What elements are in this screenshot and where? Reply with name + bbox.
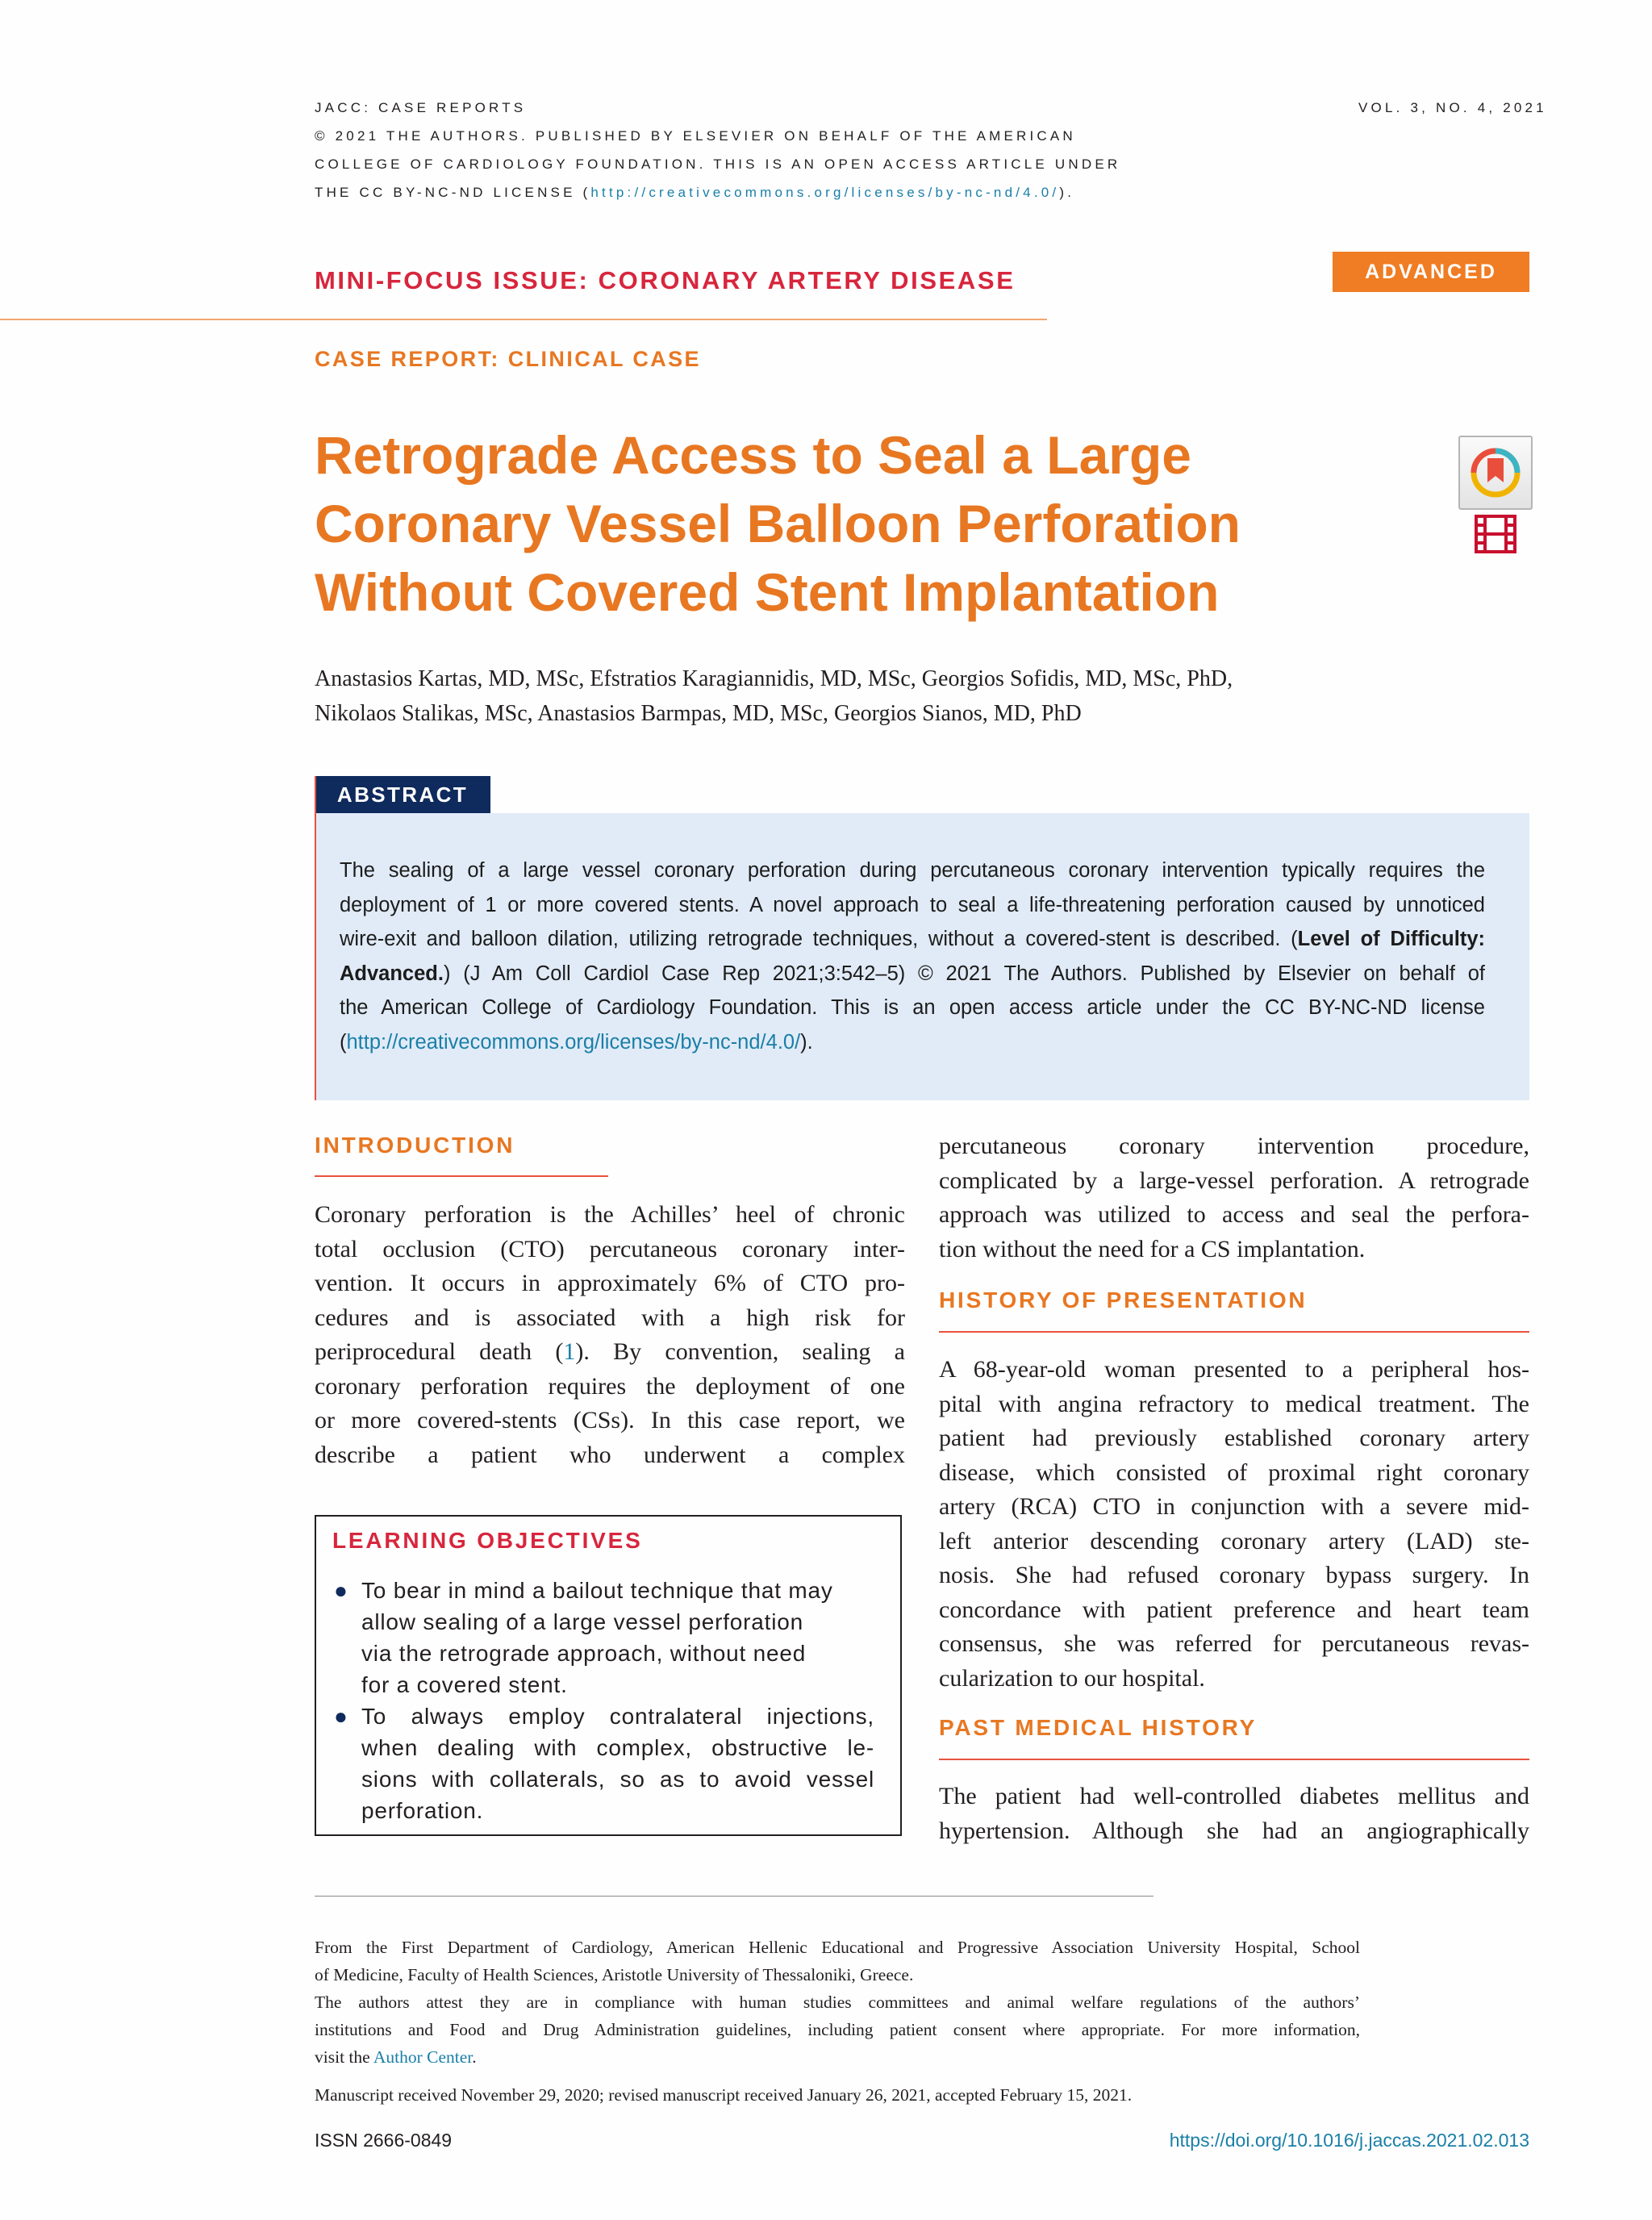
copyright-line-3 xyxy=(315,179,1074,207)
objective-1-line-4: for a covered stent. xyxy=(361,1672,568,1697)
objective-1-line-1: To bear in mind a bailout technique that may xyxy=(361,1578,833,1603)
past-history-text xyxy=(939,1780,1529,1848)
history-rule xyxy=(939,1331,1529,1333)
volume-info: VOL. 3, NO. 4, 2021 xyxy=(1358,100,1547,115)
footnote-divider xyxy=(315,1896,1153,1897)
objective-1-line-2: allow sealing of a large vessel perforation xyxy=(361,1609,804,1634)
introduction-heading: INTRODUCTION xyxy=(315,1133,515,1158)
reference-1-link[interactable]: 1 xyxy=(563,1338,576,1365)
issue-rule xyxy=(0,319,1047,320)
abstract-line-6-pre: ( xyxy=(340,1030,347,1054)
abstract-line-6 xyxy=(340,1025,1485,1060)
learning-objective-item xyxy=(332,1575,874,1700)
intro-continuation xyxy=(939,1129,1529,1266)
history-line-4: disease, which consisted of proximal right coronary xyxy=(939,1458,1529,1486)
license-link[interactable]: http://creativecommons.org/licenses/by-nc-nd/4.0/ xyxy=(590,185,1060,200)
abstract-line-5: the American College of Cardiology Foundation. This is an open access article under the CC BY-NC-ND license xyxy=(340,996,1485,1019)
history-text xyxy=(939,1353,1529,1696)
doi-link[interactable]: https://doi.org/10.1016/j.jaccas.2021.02.013 xyxy=(1169,2130,1529,2151)
intro-line-3: vention. It occurs in approximately 6% of CTO pro- xyxy=(315,1270,905,1296)
abstract-line-4 xyxy=(340,957,1485,991)
past-history-rule xyxy=(939,1759,1529,1760)
abstract-line-3-text: wire-exit and balloon dilation, utilizing retrograde techniques, without a covered-stent is described. ( xyxy=(340,928,1298,950)
history-line-5: artery (RCA) CTO in conjunction with a severe mid- xyxy=(939,1493,1529,1520)
difficulty-value: Advanced. xyxy=(340,962,444,985)
copyright-line-3-pre: THE CC BY-NC-ND LICENSE ( xyxy=(315,185,591,200)
history-line-10: cularization to our hospital. xyxy=(939,1664,1205,1692)
learning-objectives-box xyxy=(315,1515,902,1836)
objective-2-line-1: To always employ contralateral injections, xyxy=(361,1704,874,1729)
history-heading: HISTORY OF PRESENTATION xyxy=(939,1287,1308,1312)
manuscript-dates: Manuscript received November 29, 2020; revised manuscript received January 26, 2021, accepted February 15, 2021. xyxy=(315,2085,1133,2105)
issn: ISSN 2666-0849 xyxy=(315,2130,453,2151)
attestation-line-2: institutions and Food and Drug Administration guidelines, including patient consent where appropriate. For more information, xyxy=(315,2020,1360,2039)
difficulty-label: Level of Difficulty: xyxy=(1297,928,1485,950)
intro-line-8: describe a patient who underwent a complex xyxy=(315,1441,905,1468)
learning-objectives-list xyxy=(332,1575,874,1826)
introduction-text xyxy=(315,1198,905,1472)
copyright-line-3-post: ). xyxy=(1059,185,1075,200)
author-center-link[interactable]: Author Center xyxy=(373,2047,473,2067)
issue-label: MINI-FOCUS ISSUE: CORONARY ARTERY DISEASE xyxy=(315,266,1016,294)
past-history-line-2: hypertension. Although she had an angiographically xyxy=(939,1817,1529,1844)
intro-line-2: total occlusion (CTO) percutaneous coronary inter- xyxy=(315,1235,905,1262)
video-icon[interactable] xyxy=(1475,515,1516,553)
difficulty-badge: ADVANCED xyxy=(1333,252,1529,292)
title-line-2: Coronary Vessel Balloon Perforation xyxy=(315,494,1241,553)
intro-line-5-post: ). By convention, sealing a xyxy=(575,1338,905,1365)
history-line-9: consensus, she was referred for percutaneous revas- xyxy=(939,1630,1529,1657)
abstract-line-2: deployment of 1 or more covered stents. A novel approach to seal a life-threatening perforation caused by unnoticed xyxy=(340,893,1485,916)
abstract-line-1: The sealing of a large vessel coronary perforation during percutaneous coronary intervention typically requires the xyxy=(340,859,1485,882)
history-line-6: left anterior descending coronary artery (LAD) ste- xyxy=(939,1527,1529,1554)
past-history-line-1: The patient had well-controlled diabetes mellitus and xyxy=(939,1783,1529,1809)
intro-cont-line-1: percutaneous coronary intervention procedure, xyxy=(939,1133,1529,1159)
intro-line-7: or more covered-stents (CSs). In this case report, we xyxy=(315,1407,905,1433)
abstract-license-link[interactable]: http://creativecommons.org/licenses/by-nc-nd/4.0/ xyxy=(346,1030,801,1054)
affiliation-line-1: From the First Department of Cardiology, American Hellenic Educational and Progressive Association University Hospital, School xyxy=(315,1938,1360,1957)
journal-name: JACC: CASE REPORTS xyxy=(315,100,527,115)
objective-2-line-3: sions with collaterals, so as to avoid vessel xyxy=(361,1767,874,1792)
crossmark-icon[interactable] xyxy=(1458,436,1533,510)
history-line-7: nosis. She had refused coronary bypass surgery. In xyxy=(939,1562,1529,1588)
intro-line-4: cedures and is associated with a high risk for xyxy=(315,1304,905,1331)
learning-objective-item xyxy=(332,1700,874,1826)
bullet-icon: ● xyxy=(334,1704,348,1729)
history-line-1: A 68-year-old woman presented to a peripheral hos- xyxy=(939,1356,1529,1383)
abstract-label: ABSTRACT xyxy=(315,776,490,813)
history-line-8: concordance with patient preference and heart team xyxy=(939,1596,1529,1623)
history-line-2: pital with angina refractory to medical treatment. The xyxy=(939,1390,1529,1417)
article-title xyxy=(315,421,1241,627)
intro-line-5-pre: periprocedural death ( xyxy=(315,1338,564,1365)
copyright-line-2: COLLEGE OF CARDIOLOGY FOUNDATION. THIS IS AN OPEN ACCESS ARTICLE UNDER xyxy=(315,156,1121,172)
author-line-2: Nikolaos Stalikas, MSc, Anastasios Barmpas, MD, MSc, Georgios Sianos, MD, PhD xyxy=(315,701,1082,726)
intro-cont-line-3: approach was utilized to access and seal the perfora- xyxy=(939,1201,1529,1228)
introduction-rule xyxy=(315,1175,608,1177)
author-list xyxy=(315,661,1233,731)
abstract-line-6-post: ). xyxy=(800,1030,813,1054)
case-label: CASE REPORT: CLINICAL CASE xyxy=(315,347,701,371)
intro-cont-line-4: tion without the need for a CS implantation. xyxy=(939,1235,1366,1262)
objective-2-line-2: when dealing with complex, obstructive le- xyxy=(361,1735,874,1760)
history-line-3: patient had previously established coronary artery xyxy=(939,1425,1529,1451)
affiliation-line-2: of Medicine, Faculty of Health Sciences, Aristotle University of Thessaloniki, Greece. xyxy=(315,1965,914,1984)
intro-cont-line-2: complicated by a large-vessel perforation. A retrograde xyxy=(939,1166,1529,1194)
abstract-line-3 xyxy=(340,922,1485,957)
footnotes xyxy=(315,1934,1360,2109)
author-line-1: Anastasios Kartas, MD, MSc, Efstratios Karagiannidis, MD, MSc, Georgios Sofidis, MD, MSc, PhD, xyxy=(315,666,1233,691)
abstract-text xyxy=(340,853,1485,1059)
attestation-line-1: The authors attest they are in compliance with human studies committees and animal welfare regulations of the authors’ xyxy=(315,1993,1360,2012)
intro-line-5 xyxy=(315,1335,905,1370)
attestation-line-3-post: . xyxy=(472,2047,477,2067)
attestation-line-3-pre: visit the xyxy=(315,2047,373,2067)
attestation-line-3 xyxy=(315,2043,1360,2071)
past-history-heading: PAST MEDICAL HISTORY xyxy=(939,1715,1258,1740)
bullet-icon: ● xyxy=(334,1578,348,1603)
objective-2-line-4: perforation. xyxy=(361,1798,484,1823)
copyright-line-1: © 2021 THE AUTHORS. PUBLISHED BY ELSEVIER ON BEHALF OF THE AMERICAN xyxy=(315,128,1076,144)
abstract-citation: ) (J Am Coll Cardiol Case Rep 2021;3:542–5) © 2021 The Authors. Published by Elsevier on behalf of xyxy=(443,962,1485,985)
learning-objectives-heading: LEARNING OBJECTIVES xyxy=(332,1528,643,1553)
title-line-1: Retrograde Access to Seal a Large xyxy=(315,425,1192,485)
intro-line-1: Coronary perforation is the Achilles’ heel of chronic xyxy=(315,1201,905,1228)
title-line-3: Without Covered Stent Implantation xyxy=(315,562,1220,622)
intro-line-6: coronary perforation requires the deployment of one xyxy=(315,1372,905,1400)
objective-1-line-3: via the retrograde approach, without need xyxy=(361,1641,807,1666)
